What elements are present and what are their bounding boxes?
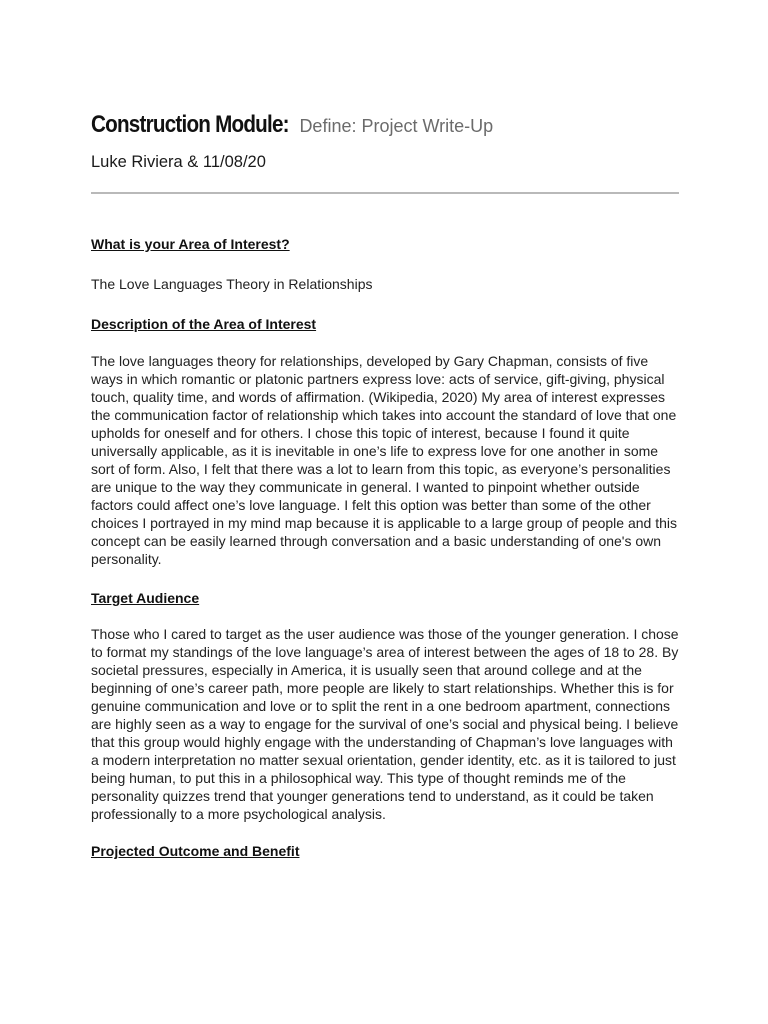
document-title [91,108,681,142]
section-body-target-audience: Those who I cared to target as the user audience was those of the younger generation. I chose to format my standings of the love language’s area of interest between the ages of 18 to 28. By societal pressures, especially in America, it is usually seen that around college and at the beginning of one’s career path, more people are likely to start relationships. Whether this is for genuine communication and love or to split the rent in a one bedroom apartment, connections are highly seen as a way to engage for the survival of one’s social and physical being. I believe that this group would highly engage with the understanding of Chapman’s love languages with a modern interpretation no matter sexual orientation, gender identity, etc. as it is tailored to just being human, to put this in a philosophical way. This type of thought reminds me of the personality quizzes trend that younger generations tend to understand, as it could be taken professionally to a more psychological analysis. [91,626,679,822]
module-label: Construction Module: [91,111,289,138]
section-heading-projected-outcome: Projected Outcome and Benefit [91,843,300,859]
section-heading-description: Description of the Area of Interest [91,316,317,332]
section-heading-area-of-interest: What is your Area of Interest? [91,236,290,252]
section-body-description: The love languages theory for relationships, developed by Gary Chapman, consists of five ways in which romantic or platonic partners express love: acts of service, gift-giving, physical touch, quality time, and words of affirmation. (Wikipedia, 2020) My area of interest expresses the communication factor of relationship which takes into account the standard of love that one upholds for oneself and for others. I chose this topic of interest, because I found it quite universally applicable, as it is inevitable in one’s life to express love for one another in some sort of form. Also, I felt that there was a lot to learn from this topic, as everyone’s personalities are unique to the way they communicate in general. I wanted to pinpoint whether outside factors could affect one’s love language. I felt this option was better than some of the other choices I portrayed in my mind map because it is applicable to a large group of people and this concept can be easily learned through conversation and a basic understanding of one's own personality. [91,353,678,567]
author-date-byline: Luke Riviera & 11/08/20 [91,153,266,171]
section-body-area-of-interest: The Love Languages Theory in Relationships [91,276,373,292]
header-divider [91,192,679,194]
section-heading-target-audience: Target Audience [91,590,200,606]
document-subtitle: Define: Project Write-Up [299,116,494,136]
document-page [91,108,681,860]
